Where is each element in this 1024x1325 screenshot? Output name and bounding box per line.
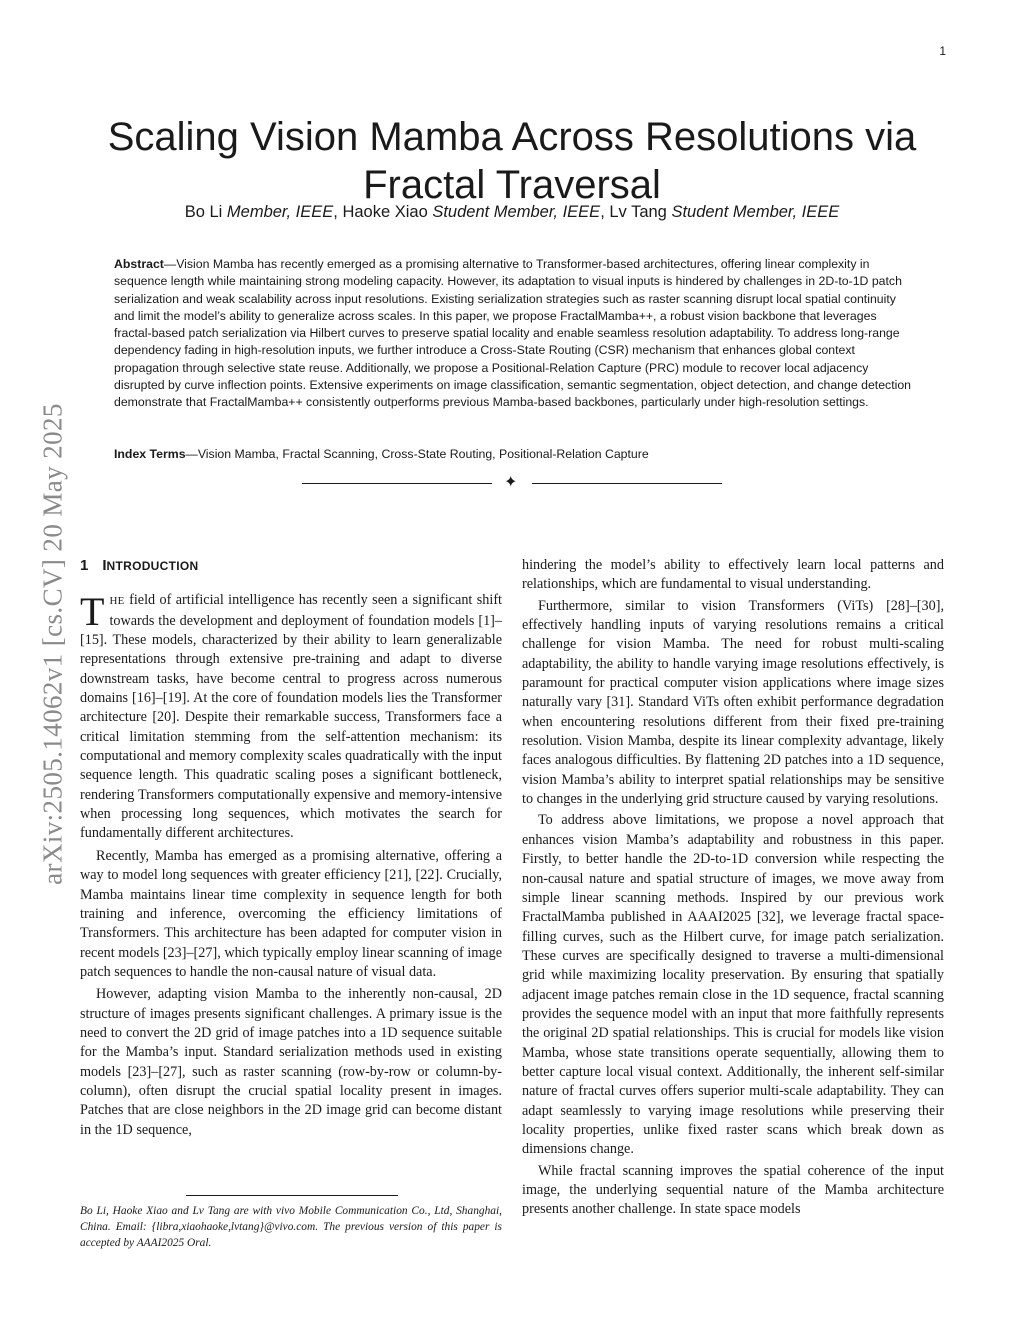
footnote-rule: [186, 1195, 398, 1196]
paper-title: [0, 113, 1024, 209]
page-number: 1: [939, 44, 946, 58]
section-number: 1: [80, 557, 89, 574]
index-terms: [114, 447, 912, 461]
author-role: Member, IEEE: [226, 203, 334, 221]
paper-title-line-2: Fractal Traversal: [363, 162, 661, 207]
paragraph: Furthermore, similar to vision Transformers (ViTs) [28]–[30], effectively handling inputs of varying resolutions remains a critical challenge for vision Mamba. The need for robust multi-scaling adaptability, the ability to handle varying image resolutions effectively, is paramount for practical computer vision applications where image sizes naturally vary [31]. Standard ViTs often exhibit performance degradation when encountering resolutions different from their fixed pre-training resolution. Vision Mamba, despite its linear complexity advantage, likely faces analogous difficulties. By flattening 2D patches into a 1D sequence, vision Mamba’s ability to interpret spatial relationships may be sensitive to changes in the underlying grid structure caused by varying resolutions.: [522, 597, 944, 808]
footnote: Bo Li, Haoke Xiao and Lv Tang are with vivo Mobile Communication Co., Ltd, Shanghai, China. Email: {libra,xiaohaoke,lvtang}@vivo.com. The previous version of this paper is accepted by AAAI2025 Oral.: [80, 1205, 502, 1249]
index-terms-label: Index Terms: [114, 447, 186, 461]
paragraph: However, adapting vision Mamba to the inherently non-causal, 2D structure of images presents significant challenges. A primary issue is the need to convert the 2D grid of image patches into a 1D sequence suitable for the Mamba’s input. Standard serialization methods used in existing models [23]–[27], such as raster scanning (row-by-row or column-by-column), often disrupt the crucial spatial locality present in images. Patches that are close neighbors in the 2D image grid can become distant in the 1D sequence,: [80, 986, 502, 1138]
paragraph: To address above limitations, we propose a novel approach that enhances vision Mamba’s adaptability and robustness in this paper. Firstly, to better handle the 2D-to-1D conversion while respecting the non-causal nature and spatial structure of images, we move away from simple linear scanning methods. Inspired by our previous work FractalMamba published in AAAI2025 [32], we leverage fractal space-filling curves, such as the Hilbert curve, for image patch serialization. These curves are specifically designed to traverse a multi-dimensional grid while maximizing locality preservation. By ensuring that spatially adjacent image patches remain close in the 1D sequence, fractal scanning provides the sequence model with an input that more faithfully represents the original 2D spatial relationships. This is crucial for models like vision Mamba, whose state transitions operate sequentially, allowing them to better capture local visual context. Additionally, the inherent self-similar nature of fractal curves offers superior multi-scale adaptability. They can adapt seamlessly to varying image resolutions while preserving their locality properties, unlike fixed raster scans which break down as dimensions change.: [522, 812, 944, 1158]
separator-rule-left: [302, 483, 492, 484]
paragraph: Recently, Mamba has emerged as a promising alternative, offering a way to model long sequences with greater efficiency [21], [22]. Crucially, Mamba maintains linear time complexity in sequence length for both training and inference, overcoming the efficiency limitations of Transformers. This architecture has been adapted for computer vision in recent models [23]–[27], which typically employ linear scanning of image patch sequences to handle the non-causal nature of visual data.: [80, 847, 502, 980]
abstract: [114, 256, 912, 412]
section-heading: [80, 556, 502, 576]
author-name: , Haoke Xiao: [333, 203, 433, 221]
drop-cap: T: [80, 589, 105, 635]
arxiv-stamp: arXiv:2505.14062v1 [cs.CV] 20 May 2025: [37, 403, 68, 885]
section-separator: [300, 473, 724, 493]
column-left: [80, 556, 502, 1140]
author-name: Bo Li: [184, 203, 227, 221]
abstract-text: —Vision Mamba has recently emerged as a promising alternative to Transformer-based architectures, offering linear complexity in sequence length while maintaining strong modeling capacity. However, its adaptation to visual inputs is hindered by challenges in 2D-to-1D patch serialization and weak scalability across input resolutions. Existing serialization strategies such as raster scanning disrupt local spatial continuity and limit the model’s ability to generalize across scales. In this paper, we propose FractalMamba++, a robust vision backbone that leverages fractal-based patch serialization via Hilbert curves to preserve spatial locality and enable seamless resolution adaptability. To address long-range dependency fading in high-resolution inputs, we further introduce a Cross-State Routing (CSR) mechanism that enhances global context propagation through selective state reuse. Additionally, we propose a Positional-Relation Capture (PRC) module to recover local adjacency disrupted by curve inflection points. Extensive experiments on image classification, semantic segmentation, object detection, and change detection demonstrate that FractalMamba++ consistently outperforms previous Mamba-based backbones, particularly under high-resolution settings.: [114, 257, 912, 410]
section-title-rest: NTRODUCTION: [106, 559, 199, 573]
author-role: Student Member, IEEE: [432, 203, 601, 221]
separator-rule-right: [532, 483, 722, 484]
diamond-icon: ✦: [504, 474, 518, 491]
paragraph: [80, 591, 502, 843]
abstract-label: Abstract: [114, 257, 164, 271]
column-right: [522, 556, 944, 1220]
paragraph: hindering the model’s ability to effectively learn local patterns and relationships, which are fundamental to visual understanding.: [522, 557, 944, 593]
author-list: [0, 203, 1024, 222]
paragraph: While fractal scanning improves the spatial coherence of the input image, the underlying sequential nature of the Mamba architecture presents another challenge. In state space models: [522, 1162, 944, 1218]
author-name: , Lv Tang: [600, 203, 672, 221]
lead-in: HE: [109, 595, 125, 608]
paragraph-text: field of artificial intelligence has recently seen a significant shift towards the development and deployment of foundation models [1]–[15]. These models, characterized by their ability to learn generalizable representations through extensive pre-training and adapt to diverse downstream tasks, have become central to progress across numerous domains [16]–[19]. At the core of foundation models lies the Transformer architecture [20]. Despite their remarkable success, Transformers face a critical limitation stemming from the self-attention mechanism: its computational and memory complexity scales quadratically with the input sequence length. This quadratic scaling poses a significant bottleneck, rendering Transformers computationally expensive and memory-intensive when processing long sequences, which motivates the search for fundamentally different architectures.: [80, 592, 502, 842]
section-title-initial: I: [102, 557, 107, 574]
author-role: Student Member, IEEE: [671, 203, 840, 221]
paper-title-line-1: Scaling Vision Mamba Across Resolutions via: [107, 114, 917, 159]
index-terms-text: —Vision Mamba, Fractal Scanning, Cross-State Routing, Positional-Relation Capture: [185, 447, 649, 461]
